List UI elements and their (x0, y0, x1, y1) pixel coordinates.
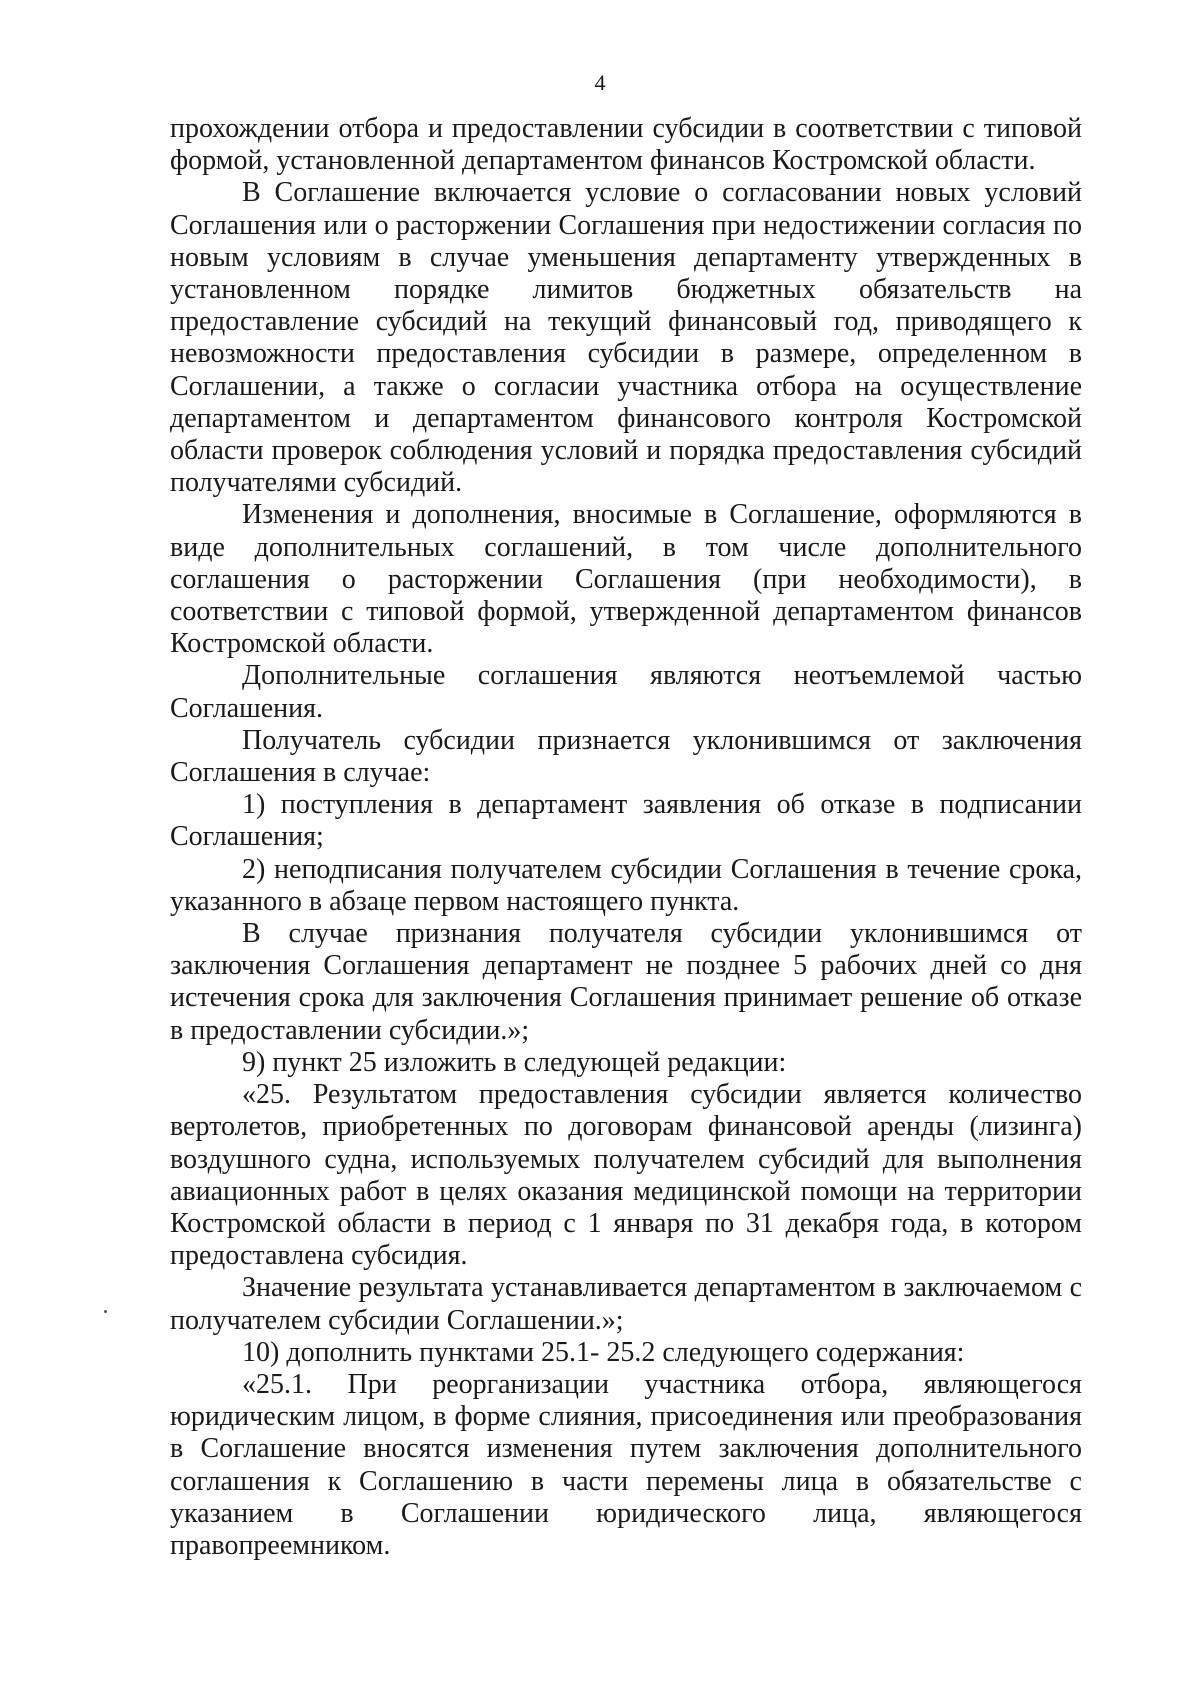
paragraph-6: 1) поступления в департамент заявления об отказе в подписании Соглашения; (170, 789, 1082, 853)
paragraph-10: «25. Результатом предоставления субсидии является количество вертолетов, приобретенных по договорам финансовой аренды (лизинга) воздушного судна, используемых получателем субсидий для выполнения авиационных работ в целях оказания медицинской помощи на территории Костромской области в период с 1 января по 31 декабря года, в котором предоставлена субсидия. (170, 1079, 1082, 1272)
paragraph-13: «25.1. При реорганизации участника отбора, являющегося юридическим лицом, в форме слияния, присоединения или преобразования в Соглашение вносятся изменения путем заключения дополнительного соглашения к Соглашению в части перемены лица в обязательстве с указанием в Соглашении юридического лица, являющегося правопреемником. (170, 1368, 1082, 1561)
paragraph-12: 10) дополнить пунктами 25.1- 25.2 следующего содержания: (242, 1336, 965, 1368)
document-body (170, 113, 1082, 1562)
paragraph-7: 2) неподписания получателем субсидии Соглашения в течение срока, указанного в абзаце первом настоящего пункта. (170, 853, 1082, 917)
paragraph-2: В Соглашение включается условие о согласовании новых условий Соглашения или о расторжении Соглашения при недостижении согласия по новым условиям в случае уменьшения департаменту утвержденных в установленном порядке лимитов бюджетных обязательств на предоставление субсидий на текущий финансовый год, приводящего к невозможности предоставления субсидии в размере, определенном в Соглашении, а также о согласии участника отбора на осуществление департаментом и департаментом финансового контроля Костромской области проверок соблюдения условий и порядка предоставления субсидий получателями субсидий. (170, 177, 1082, 499)
paragraph-3: Изменения и дополнения, вносимые в Соглашение, оформляются в виде дополнительных соглашений, в том числе дополнительного соглашения о расторжении Соглашения (при необходимости), в соответствии с типовой формой, утвержденной департаментом финансов Костромской области. (170, 499, 1082, 660)
page-number: 4 (594, 70, 606, 95)
paragraph-5: Получатель субсидии признается уклонившимся от заключения Соглашения в случае: (170, 724, 1082, 789)
scan-speck (104, 1310, 107, 1313)
paragraph-8: В случае признания получателя субсидии уклонившимся от заключения Соглашения департамент не позднее 5 рабочих дней со дня истечения срока для заключения Соглашения принимает решение об отказе в предоставлении субсидии.»; (170, 918, 1082, 1046)
paragraph-9: 9) пункт 25 изложить в следующей редакции: (242, 1046, 787, 1078)
paragraph-4: Дополнительные соглашения являются неотъемлемой частью Соглашения. (170, 660, 1082, 724)
paragraph-11: Значение результата устанавливается департаментом в заключаемом с получателем субсидии Соглашении.»; (170, 1272, 1082, 1336)
paragraph-1: прохождении отбора и предоставлении субсидии в соответствии с типовой формой, установленной департаментом финансов Костромской области. (170, 113, 1082, 177)
